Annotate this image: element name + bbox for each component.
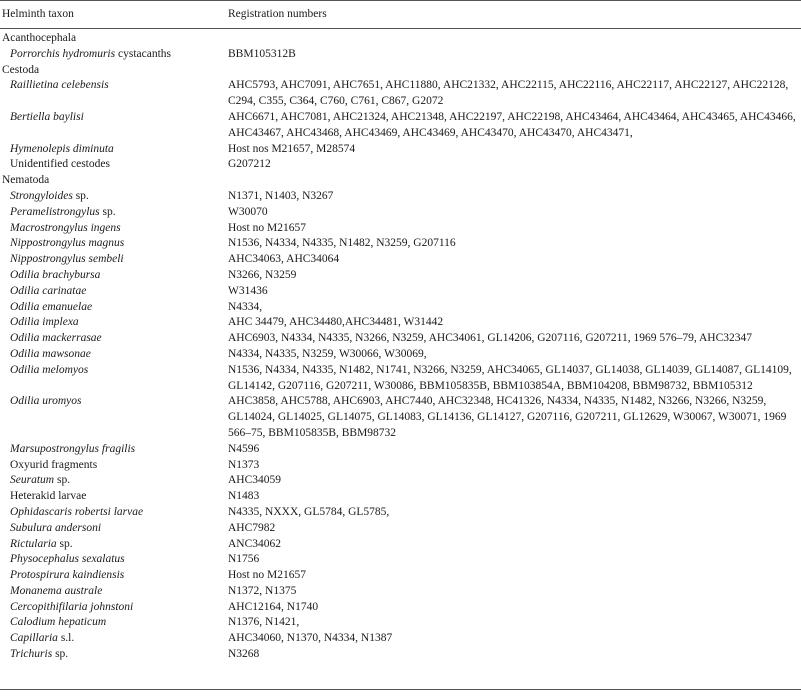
taxon-name: Odilia melomyos (10, 363, 89, 376)
registration-cell: AHC6671, AHC7081, AHC21324, AHC21348, AHC22197, AHC22198, AHC43464, AHC43464, AHC43465, AHC43466, AHC43467, AHC43468, AHC43469, AHC43469, AHC43470, AHC43470, AHC43471, (228, 110, 796, 139)
header-taxon: Helminth taxon (2, 8, 74, 20)
registration-cell: N1371, N1403, N3267 (228, 189, 334, 202)
taxon-cell (0, 647, 228, 663)
taxon-name-italic: Rictularia (10, 537, 57, 550)
table-row (0, 537, 801, 553)
table-row (0, 236, 801, 252)
registration-cell: AHC34060, N1370, N4334, N1387 (228, 632, 393, 645)
taxon-cell (0, 315, 228, 331)
table-row (0, 647, 801, 663)
taxon-name: Oxyurid fragments (10, 458, 98, 471)
taxon-cell (0, 442, 228, 458)
registration-cell: N1373 (228, 458, 260, 471)
taxon-name-italic: Peramelistrongylus (10, 205, 100, 218)
table-row (0, 473, 801, 489)
taxon-name: Macrostrongylus ingens (10, 221, 121, 234)
registration-cell: N4335, NXXX, GL5784, GL5785, (228, 505, 390, 518)
registration-cell: N1376, N1421, (228, 616, 300, 629)
registration-cell: N1536, N4334, N4335, N1482, N1741, N3266, N3259, AHC34065, GL14037, GL14038, GL14039, GL14087, GL14109, GL14142, G207116, G207211, W30086, BBM105835B, BBM103854A, BBM104208, BBM98732, BBM105312 (228, 363, 792, 392)
taxon-qualifier: s.l. (57, 632, 75, 645)
taxon-name: Nippostrongylus magnus (10, 237, 125, 250)
registration-cell: Host nos M21657, M28574 (228, 142, 356, 155)
taxon-name: Calodium hepaticum (10, 616, 107, 629)
table-row (0, 268, 801, 284)
table-row (0, 631, 801, 647)
registration-cell: N1372, N1375 (228, 584, 297, 597)
taxon-qualifier: cystacanths (115, 47, 171, 60)
registration-cell: N4334, N4335, N3259, W30066, W30069, (228, 347, 427, 360)
taxon-cell (0, 47, 228, 63)
registration-cell (228, 31, 796, 47)
taxon-name: Nippostrongylus sembeli (10, 253, 124, 266)
taxon-name-italic: Capillaria (10, 632, 58, 645)
taxon-cell (0, 394, 228, 441)
taxon-cell (0, 615, 228, 631)
registration-cell: AHC5793, AHC7091, AHC7651, AHC11880, AHC21332, AHC22115, AHC22116, AHC22117, AHC22127, AHC22128, C294, C355, C364, C760, C761, C867, G2072 (228, 79, 789, 108)
registration-cell: N4596 (228, 442, 260, 455)
taxon-name-italic: Porrorchis hydromuris (10, 47, 116, 60)
table-row (0, 394, 801, 441)
taxon-name: Odilia mawsonae (10, 347, 91, 360)
taxon-name: Cercopithifilaria johnstoni (10, 600, 134, 613)
taxon-cell (0, 552, 228, 568)
table-row (0, 78, 801, 110)
taxon-cell (0, 157, 228, 173)
registration-cell: N1483 (228, 490, 260, 503)
table-row (0, 442, 801, 458)
taxon-cell (0, 252, 228, 268)
taxon-cell (0, 505, 228, 521)
taxon-name: Protospirura kaindiensis (10, 569, 125, 582)
taxon-name: Monanema australe (10, 584, 103, 597)
table-group-row (0, 63, 801, 79)
taxon-name: Odilia uromyos (10, 395, 82, 408)
registration-cell (228, 173, 796, 189)
table-row (0, 142, 801, 158)
registration-cell: N3266, N3259 (228, 268, 297, 281)
taxon-cell (0, 537, 228, 553)
table-row (0, 489, 801, 505)
registration-cell: N1756 (228, 553, 260, 566)
taxon-name: Hymenolepis diminuta (10, 142, 114, 155)
taxon-name: Odilia carinatae (10, 284, 87, 297)
table-row (0, 205, 801, 221)
table-row (0, 458, 801, 474)
table-group-row (0, 31, 801, 47)
taxon-cell (0, 189, 228, 205)
taxon-name: Odilia mackerrasae (10, 332, 102, 345)
taxon-cell (0, 110, 228, 142)
taxon-name: Physocephalus sexalatus (10, 553, 125, 566)
table-row (0, 505, 801, 521)
taxon-cell (0, 284, 228, 300)
table-row (0, 189, 801, 205)
registration-cell: AHC12164, N1740 (228, 600, 319, 613)
table-row (0, 568, 801, 584)
table-row (0, 300, 801, 316)
table-body (0, 31, 801, 663)
header-registration: Registration numbers (228, 8, 327, 20)
table-bottom-rule (0, 689, 801, 690)
registration-cell: ANC34062 (228, 537, 282, 550)
taxon-cell (0, 221, 228, 237)
taxon-qualifier: sp. (99, 205, 116, 218)
taxon-name: Marsupostrongylus fragilis (10, 442, 136, 455)
table-top-rule (0, 0, 801, 1)
registration-cell (228, 63, 796, 79)
taxon-name: Heterakid larvae (10, 490, 87, 503)
taxon-name: Odilia implexa (10, 316, 79, 329)
taxon-name: Odilia brachybursa (10, 268, 101, 281)
taxon-name: Ophidascaris robertsi larvae (10, 505, 144, 518)
taxon-cell (0, 31, 228, 47)
table-header-rule (0, 28, 801, 29)
taxon-name: Raillietina celebensis (10, 79, 109, 92)
table-row (0, 521, 801, 537)
taxon-cell (0, 300, 228, 316)
taxon-cell (0, 205, 228, 221)
taxon-name: Unidentified cestodes (10, 158, 110, 171)
taxon-name-italic: Strongyloides (10, 189, 73, 202)
taxon-cell (0, 347, 228, 363)
taxon-qualifier: sp. (54, 474, 71, 487)
table-row (0, 157, 801, 173)
table-row (0, 347, 801, 363)
table-row (0, 363, 801, 395)
taxon-cell (0, 78, 228, 110)
taxon-cell (0, 331, 228, 347)
taxon-cell (0, 173, 228, 189)
registration-cell: AHC34063, AHC34064 (228, 253, 340, 266)
taxon-cell (0, 458, 228, 474)
table-row (0, 252, 801, 268)
registration-cell: BBM105312B (228, 47, 296, 60)
taxon-group-label: Nematoda (2, 174, 50, 187)
taxon-name-italic: Trichuris (10, 648, 53, 661)
table-row (0, 331, 801, 347)
taxon-cell (0, 268, 228, 284)
taxon-name: Odilia emanuelae (10, 300, 93, 313)
taxon-cell (0, 521, 228, 537)
table-row (0, 600, 801, 616)
registration-cell: N1536, N4334, N4335, N1482, N3259, G207116 (228, 237, 456, 250)
taxon-cell (0, 584, 228, 600)
table-row (0, 584, 801, 600)
taxon-cell (0, 473, 228, 489)
table-row (0, 47, 801, 63)
registration-cell: N4334, (228, 300, 263, 313)
taxon-qualifier: sp. (72, 189, 89, 202)
registration-cell: G207212 (228, 158, 271, 171)
taxon-cell (0, 142, 228, 158)
taxon-cell (0, 489, 228, 505)
registration-cell: AHC3858, AHC5788, AHC6903, AHC7440, AHC32348, HC41326, N4334, N4335, N1482, N3266, N3266, N3259, GL14024, GL14025, GL14075, GL14083, GL14136, GL14127, G207116, G207211, GL12629, W30067, W30071, 1969 566–75, BBM105835B, BBM98732 (228, 395, 787, 439)
taxon-name-italic: Seuratum (10, 474, 55, 487)
table-row (0, 315, 801, 331)
taxon-cell (0, 236, 228, 252)
registration-cell: AHC7982 (228, 521, 276, 534)
taxon-group-label: Cestoda (2, 63, 40, 76)
taxon-cell (0, 600, 228, 616)
taxon-cell (0, 631, 228, 647)
registration-cell: W30070 (228, 205, 268, 218)
table-row (0, 552, 801, 568)
registration-cell: W31436 (228, 284, 268, 297)
taxon-qualifier: sp. (56, 537, 73, 550)
taxon-name: Bertiella baylisi (10, 110, 84, 123)
registration-cell: Host no M21657 (228, 569, 306, 582)
registration-cell: AHC6903, N4334, N4335, N3266, N3259, AHC34061, GL14206, G207116, G207211, 1969 576–79, AHC32347 (228, 332, 753, 345)
taxon-qualifier: sp. (52, 648, 69, 661)
table-row (0, 221, 801, 237)
registration-cell: Host no M21657 (228, 221, 306, 234)
table-header (0, 6, 801, 22)
registration-cell: AHC34059 (228, 474, 282, 487)
taxon-name: Subulura andersoni (10, 521, 102, 534)
taxon-cell (0, 63, 228, 79)
table-row (0, 284, 801, 300)
registration-cell: AHC 34479, AHC34480,AHC34481, W31442 (228, 316, 444, 329)
taxon-cell (0, 363, 228, 395)
table-row (0, 615, 801, 631)
table-group-row (0, 173, 801, 189)
registration-cell: N3268 (228, 648, 260, 661)
taxon-group-label: Acanthocephala (2, 32, 77, 44)
taxon-cell (0, 568, 228, 584)
table-row (0, 110, 801, 142)
